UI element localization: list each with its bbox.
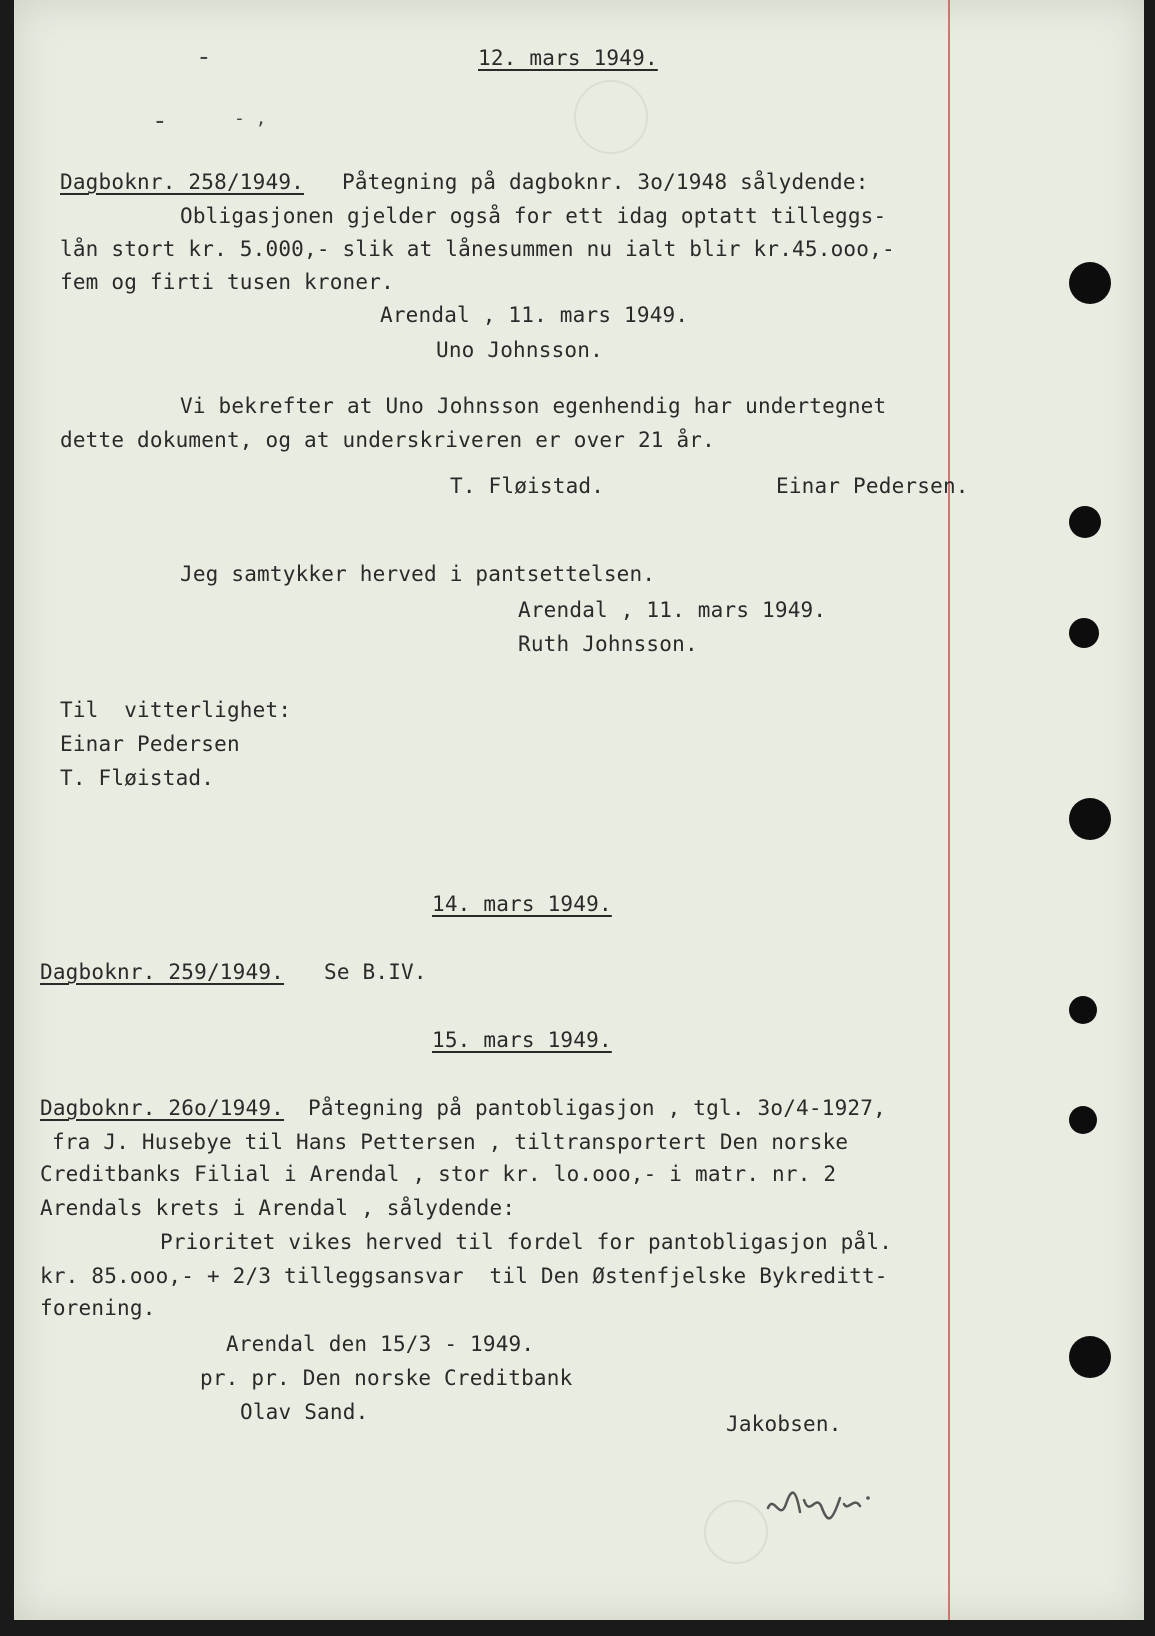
entry-260-signer2: Jakobsen.	[726, 1412, 842, 1436]
entry-258-body-line: fem og firti tusen kroner.	[60, 270, 394, 294]
date-14-mars: 14. mars 1949.	[432, 892, 612, 916]
faint-stamp	[574, 80, 648, 154]
entry-260-ref: Dagboknr. 26o/1949.	[40, 1096, 285, 1120]
entry-259-ref: Dagboknr. 259/1949.	[40, 960, 285, 984]
entry-258-signer: Uno Johnsson.	[436, 338, 603, 362]
punch-hole	[1069, 262, 1111, 304]
entry-260-bank: pr. pr. Den norske Creditbank	[200, 1366, 573, 1390]
punch-hole	[1069, 798, 1111, 840]
entry-258-consent-signer: Ruth Johnsson.	[518, 632, 698, 656]
entry-258-intro: Påtegning på dagboknr. 3o/1948 sålydende:	[342, 170, 869, 194]
stray-mark: -	[196, 42, 212, 72]
entry-260-signer1: Olav Sand.	[240, 1400, 369, 1424]
punch-hole	[1069, 996, 1097, 1024]
entry-260-body-line: Arendals krets i Arendal , sålydende:	[40, 1196, 516, 1220]
entry-260-body-line: kr. 85.ooo,- + 2/3 tilleggsansvar til Den Østenfjelske Bykreditt-	[40, 1264, 888, 1288]
entry-258-confirm-line: Vi bekrefter at Uno Johnsson egenhendig har undertegnet	[180, 394, 887, 418]
entry-258-witness-a: T. Fløistad.	[450, 474, 605, 498]
header-date: 12. mars 1949.	[478, 46, 658, 70]
stray-mark: -	[152, 106, 168, 136]
entry-260-place-date: Arendal den 15/3 - 1949.	[226, 1332, 535, 1356]
punch-hole	[1069, 1336, 1111, 1378]
entry-260-intro: Påtegning på pantobligasjon , tgl. 3o/4-1927,	[308, 1096, 886, 1120]
handwritten-signature	[760, 1478, 880, 1538]
punch-hole	[1069, 1106, 1097, 1134]
margin-rule	[948, 0, 950, 1620]
entry-260-body-line: Prioritet vikes herved til fordel for pantobligasjon pål.	[160, 1230, 893, 1254]
date-15-mars: 15. mars 1949.	[432, 1028, 612, 1052]
entry-258-confirm-line: dette dokument, og at underskriveren er over 21 år.	[60, 428, 715, 452]
punch-hole	[1069, 618, 1099, 648]
entry-258-body-line: Obligasjonen gjelder også for ett idag optatt tilleggs-	[180, 204, 887, 228]
entry-258-place-date: Arendal , 11. mars 1949.	[380, 303, 689, 327]
entry-258-ref: Dagboknr. 258/1949.	[60, 170, 305, 194]
entry-258-body-line: lån stort kr. 5.000,- slik at lånesummen nu ialt blir kr.45.ooo,-	[60, 237, 895, 261]
stray-mark: - ,	[234, 108, 267, 129]
entry-258-consent-place: Arendal , 11. mars 1949.	[518, 598, 827, 622]
entry-258-til-line: Einar Pedersen	[60, 732, 240, 756]
entry-260-body-line: Creditbanks Filial i Arendal , stor kr. lo.ooo,- i matr. nr. 2	[40, 1162, 837, 1186]
entry-259-text: Se B.IV.	[324, 960, 427, 984]
punch-hole	[1069, 506, 1101, 538]
faint-stamp	[704, 1500, 768, 1564]
entry-258-til-line: T. Fløistad.	[60, 766, 215, 790]
entry-258-consent: Jeg samtykker herved i pantsettelsen.	[180, 562, 656, 586]
entry-260-body-line: fra J. Husebye til Hans Pettersen , tiltransportert Den norske	[52, 1130, 849, 1154]
entry-258-til-line: Til vitterlighet:	[60, 698, 292, 722]
entry-260-body-line: forening.	[40, 1296, 156, 1320]
entry-258-witness-b: Einar Pedersen.	[776, 474, 969, 498]
